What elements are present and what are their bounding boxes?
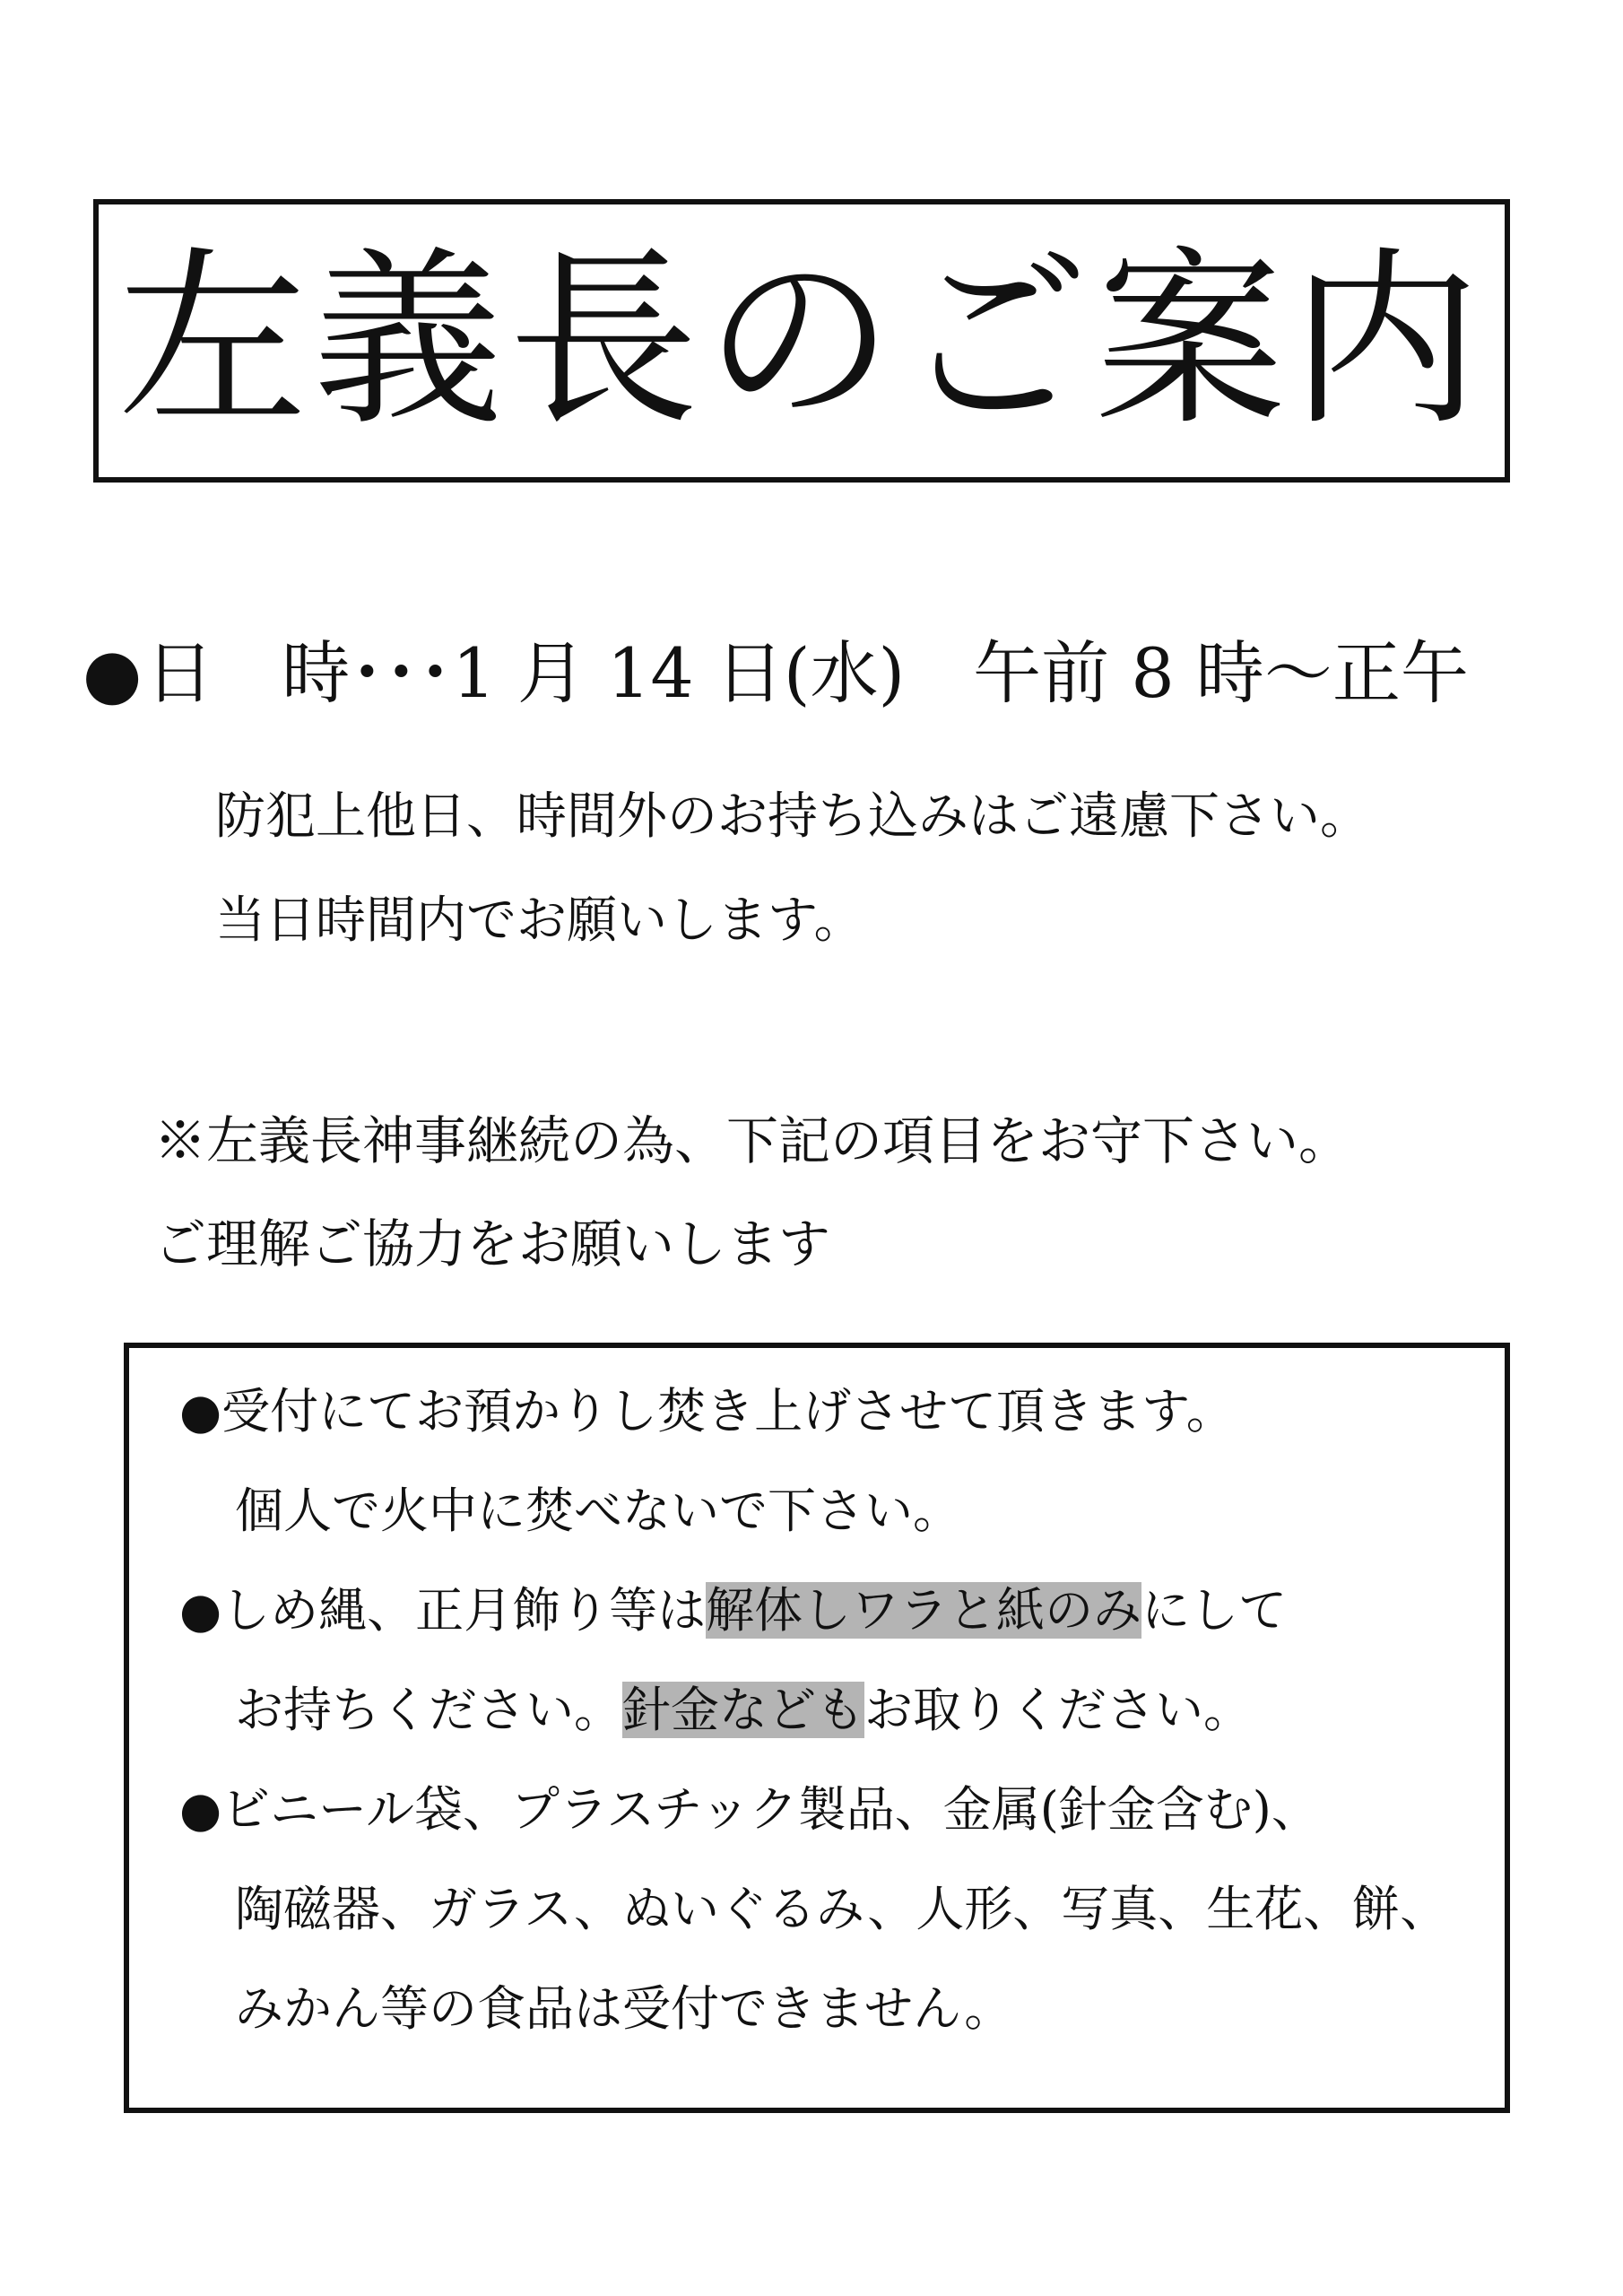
rule-2-text-a: ●しめ縄、正月飾り等は — [179, 1582, 707, 1639]
rule-2-line-2 — [235, 1682, 1252, 1740]
note-line-1: 防犯上他日、時間外のお持ち込みはご遠慮下さい。 — [215, 787, 1370, 846]
rule-3-line-1: ●ビニール袋、プラスチック製品、金属(針金含む)、 — [179, 1781, 1320, 1838]
notice-line-2: ご理解ご協力をお願いします — [154, 1213, 831, 1274]
rule-2-highlight-1: 解体しワラと紙のみ — [706, 1582, 1142, 1639]
rule-2-highlight-2: 針金なども — [622, 1682, 864, 1738]
schedule-value: 1 月 14 日(水) 午前 8 時～正午 — [452, 633, 1469, 713]
bullet-icon: ● — [82, 633, 143, 713]
rule-1-line-2: 個人で火中に焚べないで下さい。 — [235, 1483, 961, 1539]
rule-3-line-3: みかん等の食品は受付できません。 — [235, 1980, 1013, 2037]
rule-2-text-c: お持ちください。 — [235, 1682, 622, 1738]
note-line-2: 当日時間内でお願いします。 — [215, 891, 864, 950]
schedule-line — [82, 632, 1469, 714]
schedule-label: 日 時 — [145, 633, 351, 713]
rule-2-text-b: にして — [1141, 1582, 1288, 1639]
title-box — [93, 199, 1510, 483]
rule-1-line-1: ●受付にてお預かりし焚き上げさせて頂きます。 — [179, 1383, 1235, 1439]
notice-line-1: ※左義長神事継続の為、下記の項目をお守下さい。 — [154, 1110, 1351, 1171]
rule-3-line-2: 陶磁器、ガラス、ぬいぐるみ、人形、写真、生花、餅、 — [235, 1881, 1449, 1937]
rule-2-line-1 — [179, 1582, 1287, 1640]
rule-2-text-d: お取りください。 — [864, 1682, 1252, 1738]
page-title: 左義長のご案内 — [117, 230, 1486, 451]
schedule-separator: ･･･ — [350, 633, 453, 713]
